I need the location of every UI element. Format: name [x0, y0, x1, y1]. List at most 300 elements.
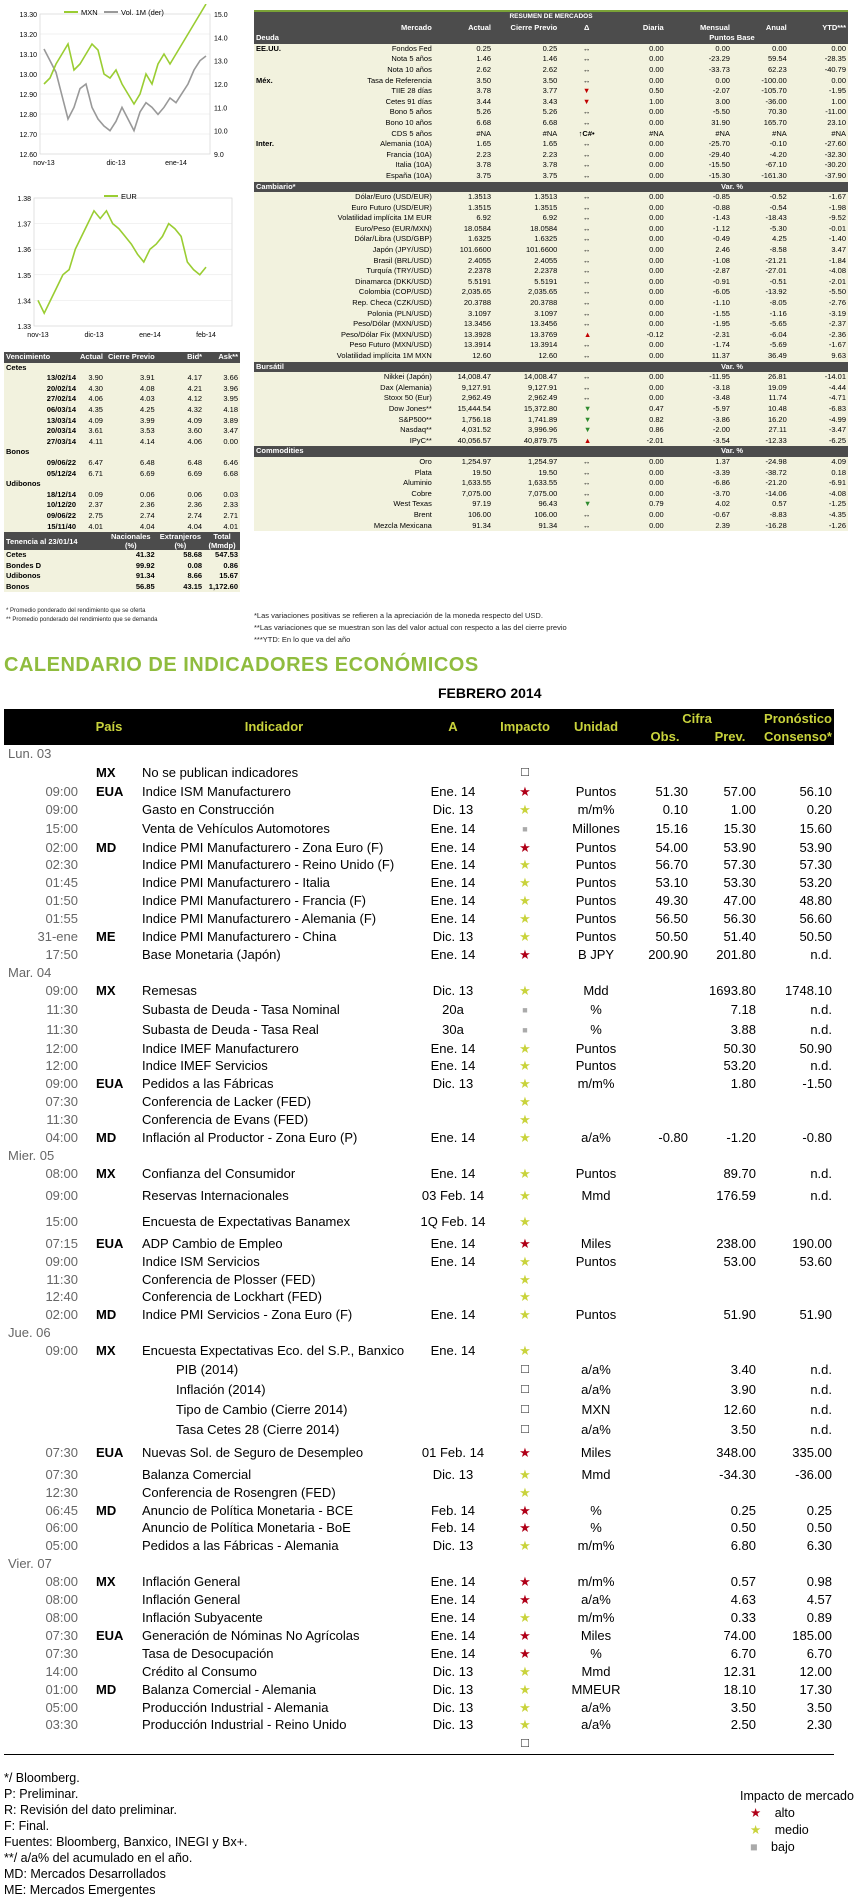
obs-cell: [632, 1235, 698, 1253]
table-cell: 2.33: [223, 500, 238, 510]
country-cell: [86, 1271, 132, 1289]
table-cell: 2.36: [140, 500, 155, 510]
time-cell: 09:00: [45, 982, 78, 998]
table-cell: ▼: [583, 403, 592, 413]
obs-cell: [632, 1440, 698, 1466]
table-cell: 5.5191: [468, 276, 491, 286]
table-cell: -5.65: [769, 319, 787, 329]
table-cell: Brasil (BRL/USD): [373, 255, 432, 265]
square-grey-icon: ■: [522, 1024, 528, 1035]
table-cell: 6.48: [140, 457, 155, 467]
prev-cell: 51.40: [723, 929, 756, 945]
table-cell: -5.97: [712, 403, 730, 413]
table-cell: 0.00: [649, 139, 664, 149]
table-cell: [254, 425, 294, 436]
table-row: [4, 1093, 834, 1111]
col-a: A: [448, 719, 458, 735]
table-cell: Bonos: [6, 581, 30, 591]
section-header: [254, 182, 848, 193]
period-cell: [416, 1360, 490, 1380]
table-cell: 0.86: [649, 425, 664, 435]
time-cell: 09:00: [45, 1076, 78, 1092]
table-cell: 15.67: [219, 571, 238, 581]
prev-cell: 53.20: [723, 1058, 756, 1074]
indicator-cell: No se publican indicadores: [142, 764, 299, 780]
consensus-cell: 4.57: [806, 1592, 832, 1608]
mxn-chart-svg: [4, 4, 242, 172]
table-cell: 0.00: [649, 170, 664, 180]
table-row: [4, 1591, 834, 1609]
country-cell: [86, 1734, 132, 1754]
indicator-cell: Indice ISM Manufacturero: [142, 783, 291, 799]
table-cell: -4.35: [828, 509, 846, 519]
period-cell: Ene. 14: [430, 1609, 476, 1625]
summary-header: [254, 23, 848, 34]
table-cell: 4.25: [140, 404, 155, 414]
star-yellow-icon: ★: [519, 1058, 531, 1074]
consensus-cell: n.d.: [810, 1021, 832, 1037]
consensus-cell: 185.00: [792, 1627, 832, 1643]
prev-cell: 0.50: [730, 1520, 756, 1536]
table-cell: 16.20: [767, 414, 787, 424]
impact-cell: [490, 1183, 560, 1209]
table-cell: -18.43: [765, 213, 787, 223]
table-cell: 4.01: [223, 521, 238, 531]
time-cell: [4, 1420, 86, 1440]
indicator-cell: Inflación Subyacente: [142, 1609, 263, 1625]
impact-cell: [490, 928, 560, 946]
indicator-cell: Remesas: [142, 982, 197, 998]
series-eur-line: [38, 211, 206, 313]
prev-cell: 1.00: [730, 801, 756, 817]
country-cell: EUA: [96, 1235, 124, 1251]
indicator-cell: Conferencia de Evans (FED): [142, 1112, 309, 1128]
impact-cell: [490, 1645, 560, 1663]
table-cell: -4.08: [828, 266, 846, 276]
table-cell: 0.00: [649, 478, 664, 488]
table-cell: 2,962.49: [528, 393, 558, 403]
obs-cell: [632, 1288, 698, 1306]
unit-cell: Puntos: [575, 857, 617, 873]
table-row: [4, 571, 240, 582]
impact-cell: [490, 910, 560, 928]
summary-title: RESUMEN DE MERCADOS: [509, 13, 593, 20]
table-cell: ↔: [582, 456, 591, 466]
country-cell: [86, 1380, 132, 1400]
table-cell: -2.01: [828, 276, 846, 286]
table-cell: ↔: [582, 319, 591, 329]
table-cell: -2.00: [712, 425, 730, 435]
country-cell: [86, 874, 132, 892]
table-row: [4, 856, 834, 874]
period-cell: Ene. 14: [430, 820, 476, 836]
table-cell: 547.53: [215, 550, 238, 560]
table-cell: -6.91: [828, 478, 846, 488]
table-cell: -37.90: [824, 170, 846, 180]
table-cell: 0.00: [649, 287, 664, 297]
obs-cell: [632, 1734, 698, 1754]
consensus-cell: 53.20: [799, 875, 832, 891]
time-cell: 12:30: [45, 1484, 78, 1500]
table-cell: [254, 160, 294, 171]
note: Fuentes: Bloomberg, Banxico, INEGI y Bx+.: [4, 1835, 248, 1849]
table-cell: 15,444.54: [457, 403, 491, 413]
period-cell: Ene. 14: [430, 857, 476, 873]
table-cell: 0.47: [649, 403, 664, 413]
impact-cell: [490, 1440, 560, 1466]
table-cell: 4.14: [140, 436, 155, 446]
day-label: Mar. 04: [8, 964, 52, 980]
table-cell: Turquía (TRY/USD): [366, 266, 432, 276]
prev-cell: 89.70: [723, 1165, 756, 1181]
table-cell: -28.35: [824, 54, 846, 64]
table-cell: 3.44: [476, 96, 491, 106]
obs-cell: [632, 1537, 698, 1555]
prev-cell: 51.90: [723, 1307, 756, 1323]
footnote: *Las variaciones positivas se refieren a la apreciación de la moneda respecto del USD.: [254, 611, 543, 620]
col-header: Tenencia al 23/01/14: [6, 536, 78, 546]
table-row: [4, 522, 240, 533]
table-row: [254, 256, 848, 267]
impact-cell: [490, 946, 560, 964]
table-cell: 0.00: [649, 393, 664, 403]
table-cell: 11.74: [768, 393, 787, 403]
table-cell: Nota 10 años: [387, 64, 432, 74]
table-row: [4, 1400, 834, 1420]
table-cell: 26.81: [767, 372, 787, 382]
table-cell: [254, 499, 294, 510]
table-cell: 0.00: [715, 75, 730, 85]
table-cell: 13.3769: [530, 329, 558, 339]
table-cell: 13.3914: [463, 340, 491, 350]
y-tick-label: 1.33: [17, 324, 31, 331]
table-row: [4, 1271, 834, 1289]
table-cell: ↔: [582, 478, 591, 488]
table-cell: -40.79: [824, 64, 846, 74]
table-row: [4, 801, 834, 819]
consensus-cell: n.d.: [810, 1165, 832, 1181]
table-cell: [254, 415, 294, 426]
table-cell: -3.18: [712, 382, 730, 392]
time-cell: 01:55: [45, 911, 78, 927]
table-cell: 3.90: [88, 373, 103, 383]
indicator-cell: Tasa de Desocupación: [142, 1645, 274, 1661]
table-cell: 06/03/14: [46, 404, 76, 414]
unit-cell: %: [590, 1520, 602, 1536]
table-row: [4, 1734, 834, 1754]
table-row: [4, 373, 240, 384]
table-cell: #NA: [476, 128, 491, 138]
col-header: Δ: [583, 22, 590, 32]
period-cell: [416, 1484, 490, 1502]
impact-cell: [490, 1400, 560, 1420]
star-yellow-icon: ★: [519, 1484, 531, 1500]
x-tick-label: nov-13: [33, 160, 55, 167]
table-cell: 9.63: [831, 351, 846, 360]
country-cell: [86, 1609, 132, 1627]
table-cell: Polonia (PLN/USD): [367, 308, 432, 318]
table-row: [254, 44, 848, 55]
table-cell: [254, 383, 294, 394]
table-cell: 2.36: [187, 500, 203, 510]
table-cell: -5.50: [828, 287, 846, 297]
unit-cell: a/a%: [581, 1592, 611, 1608]
table-cell: 2,035.65: [528, 287, 558, 297]
prev-cell: 57.30: [723, 857, 756, 873]
table-cell: 0.79: [649, 499, 664, 509]
time-cell: [4, 763, 86, 783]
period-cell: [416, 1111, 490, 1129]
unit-cell: Puntos: [575, 783, 617, 799]
table-row: [4, 763, 834, 783]
col-indicador: Indicador: [244, 719, 304, 735]
period-cell: Dic. 13: [432, 1076, 474, 1092]
obs-cell: [632, 1380, 698, 1400]
indicator-cell: Base Monetaria (Japón): [142, 946, 281, 962]
x-tick-label: feb-14: [196, 332, 216, 339]
table-cell: -3.48: [712, 393, 730, 403]
table-cell: 2.71: [223, 510, 238, 520]
col-header: Nacionales (%): [110, 532, 151, 551]
consensus-cell: 2.30: [806, 1717, 832, 1733]
table-cell: -2.76: [828, 298, 846, 308]
country-cell: [86, 946, 132, 964]
impact-cell: [490, 1057, 560, 1075]
table-cell: 4.02: [715, 499, 730, 509]
table-cell: 1.3515: [534, 202, 558, 212]
eur-chart: [4, 188, 242, 343]
star-yellow-icon: ★: [519, 1699, 531, 1715]
prev-cell: -1.20: [726, 1130, 756, 1146]
consensus-cell: 0.25: [806, 1502, 832, 1518]
table-cell: 4.30: [88, 383, 103, 393]
table-cell: [254, 277, 294, 288]
time-cell: 12:00: [45, 1040, 78, 1056]
period-cell: Ene. 14: [430, 1645, 476, 1661]
empty-square-icon: ☐: [520, 1364, 530, 1377]
table-row: [4, 982, 834, 1000]
period-cell: Ene. 14: [430, 1235, 476, 1251]
indicator-cell: Indice PMI Manufacturero - Francia (F): [142, 893, 366, 909]
table-cell: -2.36: [828, 329, 846, 339]
table-cell: 9,127.91: [461, 382, 491, 392]
section-unit: Var. %: [616, 446, 848, 457]
table-cell: [254, 86, 294, 97]
table-row: [254, 351, 848, 362]
table-cell: 101.6600: [525, 245, 558, 255]
table-cell: 0.00: [831, 75, 846, 85]
legend-medio: medio: [774, 1823, 809, 1837]
table-cell: 0.00: [649, 54, 664, 64]
table-cell: ↔: [582, 351, 591, 360]
consensus-cell: n.d.: [810, 1001, 832, 1017]
country-cell: [86, 1253, 132, 1271]
unit-cell: a/a%: [581, 1699, 611, 1715]
consensus-cell: [762, 1288, 834, 1306]
table-cell: [254, 287, 294, 298]
table-cell: [254, 436, 294, 447]
consensus-cell: 6.70: [806, 1645, 832, 1661]
period-cell: Ene. 14: [430, 1058, 476, 1074]
table-cell: Stoxx 50 (Eur): [383, 393, 432, 403]
indicator-cell: Indice PMI Manufacturero - Alemania (F): [142, 911, 377, 927]
table-cell: ▲: [583, 435, 592, 445]
table-cell: ▼: [583, 499, 592, 509]
table-row: [4, 1253, 834, 1271]
indicator-cell: Pedidos a las Fábricas - Alemania: [142, 1538, 339, 1554]
table-cell: 20/03/14: [46, 426, 76, 436]
impact-cell: [490, 1271, 560, 1289]
unit-cell: Puntos: [575, 839, 617, 855]
col-pais: País: [95, 719, 123, 735]
country-cell: [86, 1288, 132, 1306]
period-cell: 01 Feb. 14: [421, 1444, 485, 1460]
unit-cell: Millones: [572, 820, 620, 836]
table-row: [4, 1716, 834, 1734]
table-cell: -1.12: [712, 223, 730, 233]
table-cell: -4.71: [828, 393, 846, 403]
period-cell: Dic. 13: [432, 1699, 474, 1715]
table-cell: -12.33: [765, 435, 787, 445]
table-cell: ▲: [583, 329, 592, 339]
unit-cell: m/m%: [577, 1076, 615, 1092]
table-row: [4, 1057, 834, 1075]
table-cell: -0.91: [712, 276, 730, 286]
table-cell: 3.78: [476, 86, 491, 96]
table-cell: 0.00: [649, 298, 664, 308]
y-tick-label: 1.34: [17, 298, 31, 306]
table-row: [4, 839, 834, 857]
table-cell: 0.09: [88, 489, 103, 499]
time-cell: 01:00: [45, 1681, 78, 1697]
table-cell: 0.00: [649, 456, 664, 466]
section-title: Deuda: [254, 33, 616, 44]
unit-cell: Puntos: [575, 929, 617, 945]
table-cell: 91.34: [135, 571, 155, 581]
time-cell: 02:00: [45, 1307, 78, 1323]
table-cell: 97.19: [472, 499, 491, 509]
table-row: [4, 1573, 834, 1591]
period-cell: Ene. 14: [430, 1040, 476, 1056]
period-cell: Ene. 14: [430, 1627, 476, 1643]
unit-cell: Puntos: [575, 1040, 617, 1056]
table-cell: ↔: [582, 202, 591, 212]
table-cell: ↔: [582, 234, 591, 244]
table-cell: -105.70: [761, 86, 787, 96]
indicator-cell: Indice PMI Manufacturero - Reino Unido (F): [142, 857, 395, 873]
calendar-month: FEBRERO 2014: [438, 685, 542, 701]
table-cell: 3.1097: [468, 308, 491, 318]
table-row: [254, 372, 848, 383]
prev-cell: [698, 1271, 762, 1289]
period-cell: Dic. 13: [432, 1717, 474, 1733]
table-cell: Udibonos: [6, 571, 41, 581]
consensus-cell: n.d.: [810, 1401, 832, 1417]
indicator-cell: Venta de Vehículos Automotores: [142, 820, 330, 836]
impact-cell: [490, 783, 560, 801]
table-cell: 09/06/22: [46, 510, 76, 520]
country-cell: [86, 1716, 132, 1734]
table-cell: 13.3456: [463, 319, 491, 329]
prev-cell: 18.10: [723, 1681, 756, 1697]
section-header: [254, 362, 848, 373]
time-cell: 07:30: [45, 1444, 78, 1460]
unit-cell: Miles: [580, 1444, 612, 1460]
star-yellow-icon: ★: [519, 1289, 531, 1305]
table-cell: 1,633.55: [461, 478, 491, 488]
obs-cell: [632, 763, 698, 783]
table-cell: -1.43: [712, 213, 730, 223]
table-cell: -1.26: [828, 520, 846, 530]
table-cell: 3.47: [831, 245, 846, 255]
table-row: [4, 469, 240, 480]
table-cell: -67.10: [765, 160, 787, 170]
table-cell: 4.06: [187, 436, 203, 446]
table-cell: 19.50: [538, 467, 558, 477]
table-row: [254, 139, 848, 150]
table-cell: 0.00: [649, 382, 664, 392]
table-cell: ↔: [582, 43, 591, 53]
obs-cell: [632, 1253, 698, 1271]
table-cell: 0.00: [831, 43, 846, 53]
table-cell: ↑C#•: [578, 128, 595, 138]
unit-cell: a/a%: [581, 1717, 611, 1733]
period-cell: Ene. 14: [430, 946, 476, 962]
table-cell: ↔: [582, 107, 591, 117]
prev-cell: 3.90: [730, 1382, 756, 1397]
table-cell: 5.5191: [534, 276, 558, 286]
period-cell: Dic. 13: [432, 1538, 474, 1554]
table-cell: 2.62: [542, 64, 558, 74]
country-cell: MX: [96, 1165, 116, 1181]
table-row: [4, 426, 240, 437]
time-cell: 11:30: [46, 1001, 78, 1017]
table-cell: [254, 192, 294, 203]
day-row: [4, 1147, 834, 1165]
col-header: Anual: [765, 22, 787, 32]
market-summary: [254, 10, 848, 531]
table-cell: 0.00: [649, 319, 664, 329]
table-row: [254, 393, 848, 404]
empty-square-icon: ☐: [520, 766, 530, 779]
bond-table-header: [4, 352, 240, 363]
consensus-cell: 51.90: [799, 1307, 832, 1323]
col-header: Mercado: [401, 22, 432, 32]
col-header: Extranjeros (%): [159, 532, 201, 551]
table-cell: -3.47: [828, 425, 846, 435]
prev-cell: 348.00: [716, 1444, 756, 1460]
table-cell: ↔: [582, 266, 591, 276]
x-tick-label: ene-14: [165, 160, 187, 167]
table-cell: 09/06/22: [46, 457, 76, 467]
table-cell: Peso Futuro (MXN/USD): [349, 340, 432, 350]
country-cell: [86, 1040, 132, 1058]
indicator-cell: Anuncio de Política Monetaria - BoE: [142, 1520, 351, 1536]
table-row: [254, 309, 848, 320]
table-cell: -11.00: [825, 107, 846, 117]
table-cell: 0.50: [649, 86, 664, 96]
table-cell: 0.00: [649, 276, 664, 286]
table-cell: [254, 245, 294, 256]
table-cell: 0.86: [223, 560, 238, 570]
note: F: Final.: [4, 1819, 50, 1833]
obs-cell: -0.80: [658, 1130, 688, 1146]
table-cell: 6.69: [187, 468, 203, 478]
table-cell: 1.6325: [468, 234, 491, 244]
period-cell: Ene. 14: [430, 1307, 476, 1323]
star-yellow-icon: ★: [519, 801, 531, 817]
prev-cell: 12.31: [723, 1663, 756, 1679]
